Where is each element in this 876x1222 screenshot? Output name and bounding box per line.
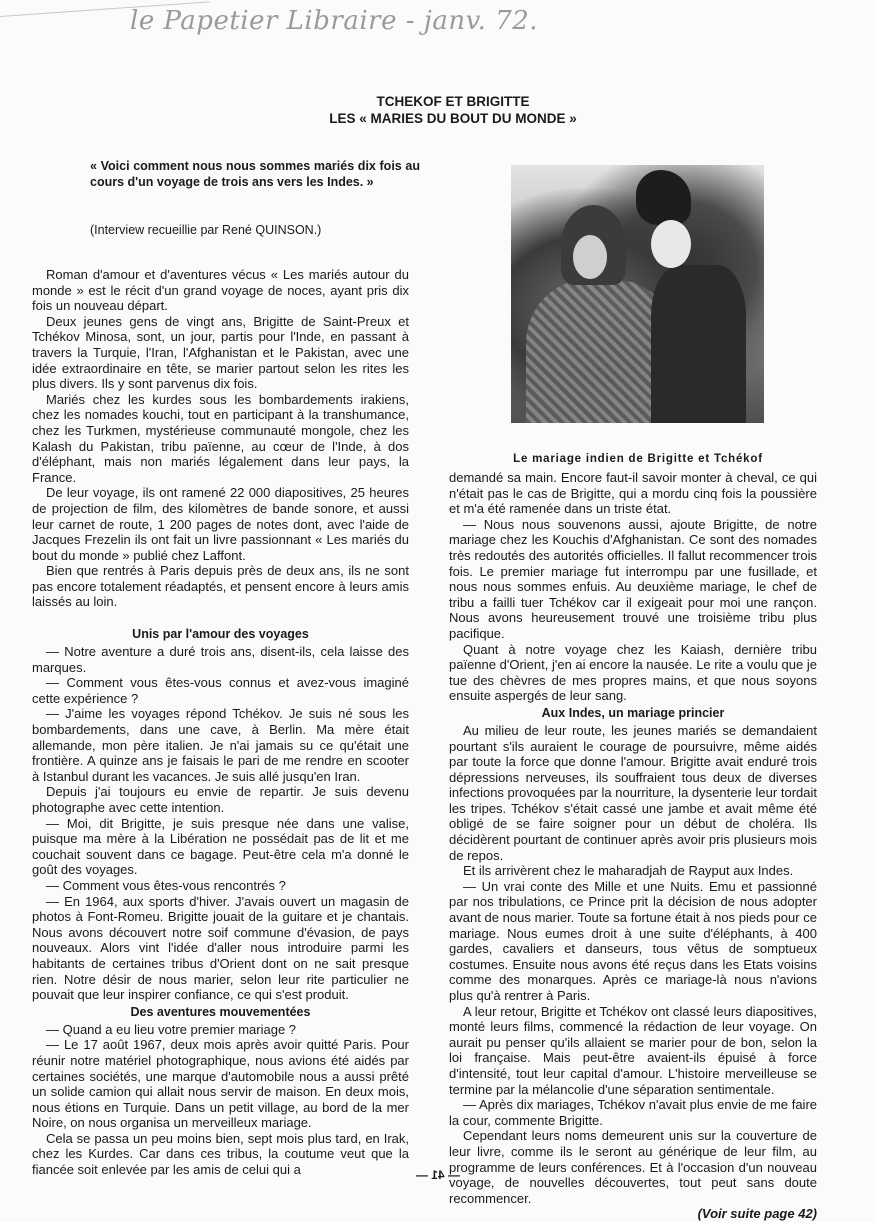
paragraph: — Notre aventure a duré trois ans, disent-ils, cela laisse des marques. — [32, 644, 409, 675]
paragraph: Deux jeunes gens de vingt ans, Brigitte de Saint-Preux et Tchékov Minosa, sont, un jour, partis pour l'Inde, en passant à travers la Turquie, l'Iran, l'Afghanistan et le Pakistan, avec une idée extraordinaire en tête, se marier partout selon les rites les plus divers. Ils y sont parvenus dix fois. — [32, 313, 409, 392]
section-heading: Unis par l'amour des voyages — [132, 627, 309, 642]
title-line-1: TCHEKOF ET BRIGITTE — [376, 94, 530, 109]
paragraph: Mariés chez les kurdes sous les bombardements irakiens, chez les nomades kouchi, tout en participant à la transhumance, chez les Turkmen, mystérieuse communauté mongole, chez les Kalash du Pakistan, tribu païenne, au cœur de l'Inde, à dos d'éléphant, mais non mariés légalement dans leur pays, la France. — [32, 391, 409, 485]
paragraph: Depuis j'ai toujours eu envie de repartir. Je suis devenu photographe avec cette intention. — [32, 784, 409, 815]
paragraph: Au milieu de leur route, les jeunes mariés se demandaient pourtant s'ils auraient le courage de poursuivre, même aidés par toute la force que donne l'amour. Brigitte avait enduré trois dépressions nerveuses, ils souffraient tous deux de diverses infections provoquées par la nourriture, la dysenterie leur tordait les tripes. Tchékov s'était cassé une jambe et avait même été obligé de se faire soigner pour un début de choléra. Ils décidèrent pourtant de continuer après avoir pris plusieurs mois de repos. — [449, 722, 817, 863]
photo-caption: Le mariage indien de Brigitte et Tchékof — [513, 453, 763, 465]
photo-groom-face — [651, 220, 691, 268]
paragraph: A leur retour, Brigitte et Tchékov ont classé leurs diapositives, monté leurs films, commencé la rédaction de leur voyage. On aurait pu penser qu'ils allaient se marier pour de bon, selon la loi française. Mais peut-être avaient-ils épuisé à force d'intensité, tout leur capital d'amour. L'histoire merveilleuse se termine par la mélancolie d'une séparation sentimentale. — [449, 1003, 817, 1097]
paragraph: — Le 17 août 1967, deux mois après avoir quitté Paris. Pour réunir notre matériel photographique, nous avions été aidés par certaines sociétés, une marque d'automobile nous a aussi prêté un solide camion qui allait nous servir de maison. En deux mois, nous étions en Turquie. Dans un petit village, au bord de la mer Noire, on nous organisa un merveilleux mariage. — [32, 1037, 409, 1131]
paragraph: Bien que rentrés à Paris depuis près de deux ans, ils ne sont pas encore totalement réadaptés, et pensent encore à leurs amis laissés au loin. — [32, 563, 409, 610]
wedding-photo — [511, 165, 764, 423]
paragraph: — Nous nous souvenons aussi, ajoute Brigitte, de notre mariage chez les Kouchis d'Afghanistan. Ce sont des nomades très redoutés des autorités officielles. Il fallut recommencer trois fois. Le premier mariage fut interrompu par une fusillade, et nous nous sommes enfuis. Au deuxième mariage, le chef de tribu a failli tuer Tchékov car il exigeait pour moi une rançon. Nous avons heureusement trouvé une troisième tribu plus pacifique. — [449, 516, 817, 641]
photo-bride-face — [573, 235, 607, 279]
paragraph: Cependant leurs noms demeurent unis sur la couverture de leur livre, comme ils le seront au générique de leur film, au programme de leurs conférences. Et à l'occasion d'un nouveau voyage, de nouvelles découvertes, tout peut sans doute recommencer. — [449, 1128, 817, 1206]
page-number — [0, 1168, 876, 1182]
paragraph: Quant à notre voyage chez les Kaiash, dernière tribu païenne d'Orient, j'en ai encore la nausée. Le rite a voulu que je tue des chèvres de mes propres mains, et que nous soyons ensuite aspergés de leur sang. — [449, 641, 817, 704]
continued-note: (Voir suite page 42) — [697, 1206, 817, 1222]
paragraph: De leur voyage, ils ont ramené 22 000 diapositives, 25 heures de projection de film, des kilomètres de bande sonore, et aussi leur carnet de route, 1 200 pages de notes dont, avec l'aide de Jacques Frezelin ils ont fait un livre passionnant « Les mariés du bout du monde » publié chez Laffont. — [32, 485, 409, 563]
article-title — [0, 93, 876, 127]
photo-groom-robe — [651, 265, 746, 423]
paragraph: — Après dix mariages, Tchékov n'avait plus envie de me faire la cour, commente Brigitte. — [449, 1097, 817, 1128]
handwritten-annotation: le Papetier Libraire - janv. 72. — [130, 6, 539, 36]
paragraph: Et ils arrivèrent chez le maharadjah de Rayput aux Indes. — [463, 863, 794, 879]
paragraph: — Moi, dit Brigitte, je suis presque née dans une valise, puisque ma mère à la Libération ne possédait pas de lit et me couchait souvent dans ce bagage. Peut-être cela m'a donné le goût des voyages. — [32, 815, 409, 878]
section-heading: Aux Indes, un mariage princier — [541, 705, 725, 720]
paragraph: — Un vrai conte des Mille et une Nuits. Emu et passionné par nos tribulations, ce Prince prit la décision de nous adopter avant de nous marier. Toute sa fortune était à nos pieds pour ce mariage. Nous eumes droit à une suite d'éléphants, à 400 gardes, cavaliers et danseurs, tous vêtus de somptueux costumes. Ensuite nous avons été reçus dans les Etats voisins comme des monarques. Après ce mariage-là nous n'avions plus qu'à rentrer à Paris. — [449, 878, 817, 1003]
lead-quote: « Voici comment nous nous sommes mariés dix fois au cours d'un voyage de trois ans vers les Indes. » — [90, 159, 420, 189]
title-line-2: LES « MARIES DU BOUT DU MONDE » — [329, 111, 577, 126]
left-column — [32, 267, 409, 1178]
paragraph: — Quand a eu lieu votre premier mariage ? — [46, 1021, 297, 1037]
photo-groom-turban — [636, 170, 691, 225]
byline: (Interview recueillie par René QUINSON.) — [90, 223, 322, 237]
paragraph: demandé sa main. Encore faut-il savoir monter à cheval, ce qui n'était pas le cas de Brigitte, qui a mordu cinq fois la poussière et m'a été ramenée dans un triste état. — [449, 470, 817, 517]
paragraph: — J'aime les voyages répond Tchékov. Je suis né sous les bombardements, dans une cave, à Berlin. Ma mère était allemande, mon père italien. Je n'ai jamais su ce qu'était une frontière. A quinze ans je faisais le pari de me rendre en scooter à Istanbul durant les vacances. Je suis allé jusqu'en Iran. — [32, 706, 409, 784]
paragraph: Cela se passa un peu moins bien, sept mois plus tard, en Irak, chez les Kurdes. Car dans ces tribus, la coutume veut que la fiancée soit enlevée par les amis de celui qui a — [32, 1130, 409, 1178]
paragraph: — Comment vous êtes-vous rencontrés ? — [46, 877, 286, 893]
right-column — [449, 470, 817, 1222]
page-number-text: — 41 — — [415, 1168, 460, 1182]
section-heading: Des aventures mouvementées — [130, 1004, 311, 1019]
paragraph: — En 1964, aux sports d'hiver. J'avais ouvert un magasin de photos à Font-Romeu. Brigitte jouait de la guitare et je chantais. Nous avons découvert notre soif commune d'évasion, de pays nouveaux. Alors vint l'idée d'aller nous introduire parmi les habitants de certaines tribus d'Orient dont on ne sait presque rien. Notre désir de nous marier, selon leur rite particulier ne pouvait que leur inspirer confiance, ce qui s'est produit. — [32, 893, 409, 1003]
paragraph: — Comment vous êtes-vous connus et avez-vous imaginé cette expérience ? — [32, 675, 409, 706]
paragraph: Roman d'amour et d'aventures vécus « Les mariés autour du monde » est le récit d'un grand voyage de noces, ayant pris dix fois un nouveau départ. — [32, 267, 409, 314]
